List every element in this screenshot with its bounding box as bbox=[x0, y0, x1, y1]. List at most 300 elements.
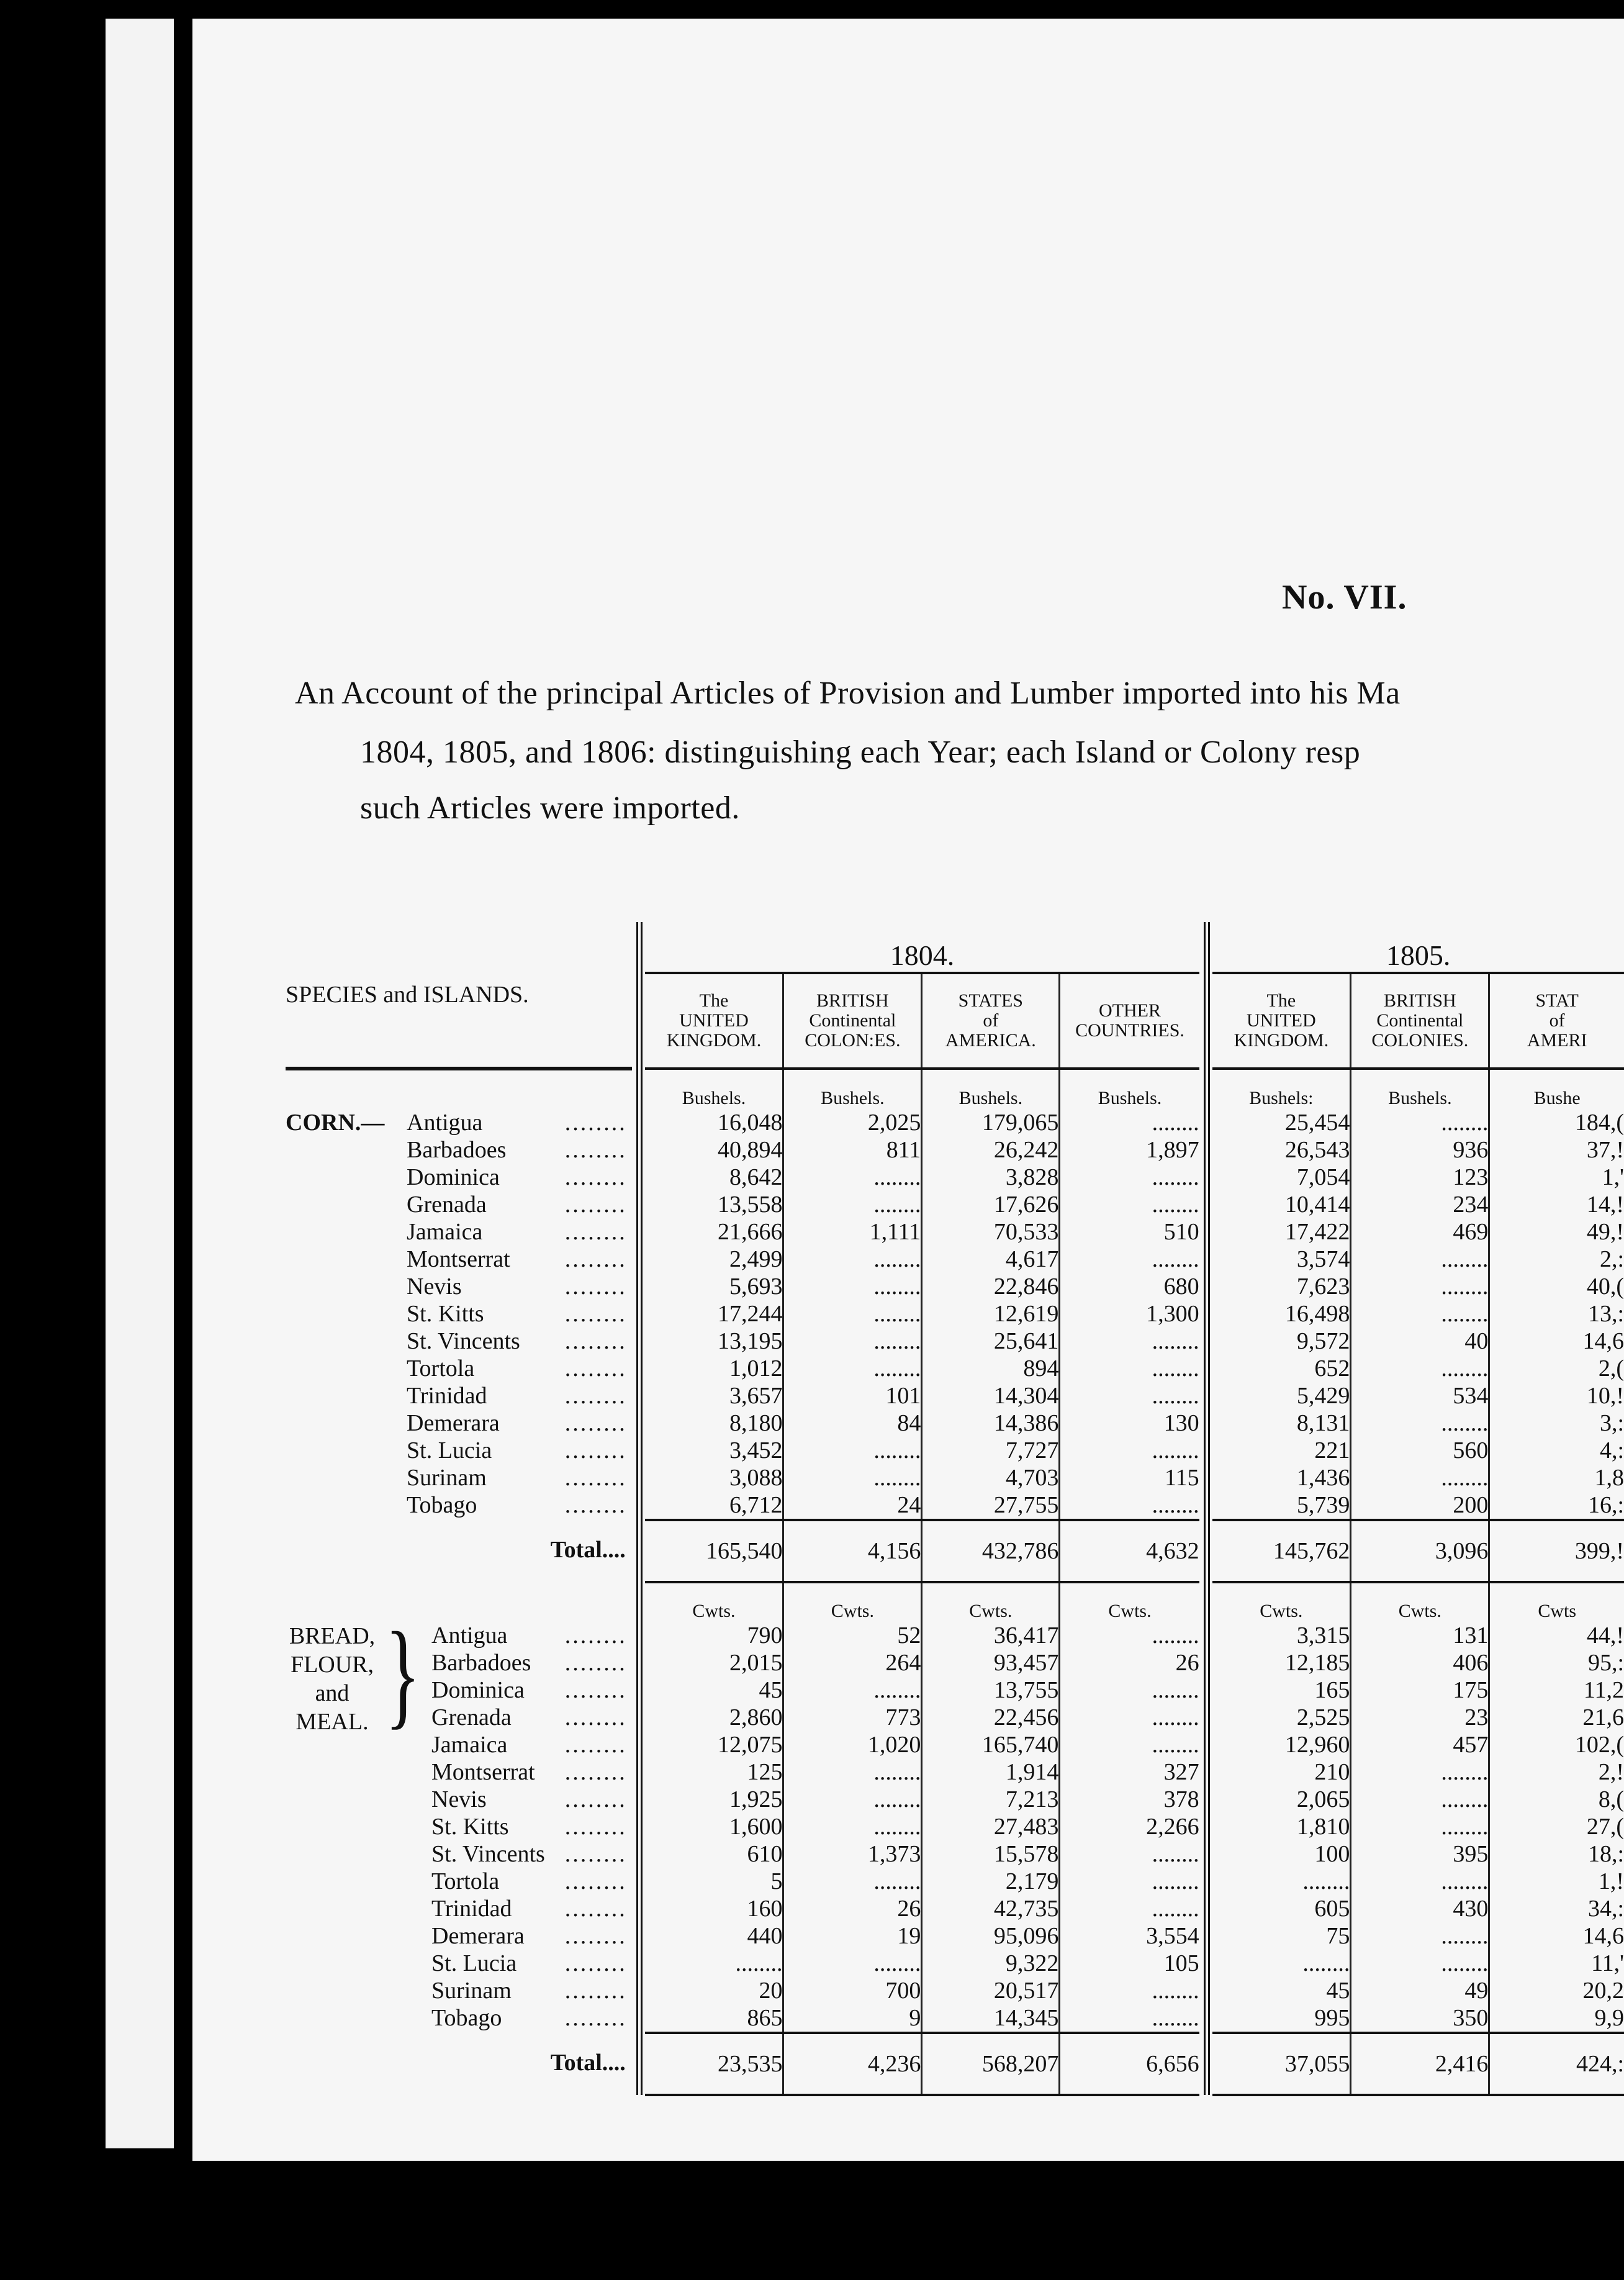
island-name: Montserrat bbox=[407, 1246, 510, 1272]
value-cell: 45 bbox=[645, 1676, 783, 1704]
island-cell bbox=[286, 1649, 632, 1676]
value-cell: ........ bbox=[783, 1355, 922, 1382]
column-divider bbox=[632, 1069, 646, 1109]
column-divider bbox=[1199, 1355, 1213, 1382]
group-label-line: BREAD, bbox=[289, 1623, 376, 1649]
year-1805: 1805. bbox=[1386, 939, 1451, 971]
value-cell: 1,8 bbox=[1594, 1465, 1624, 1491]
column-divider bbox=[632, 1437, 646, 1464]
island-name: Surinam bbox=[431, 1978, 512, 2004]
value-cell: ........ bbox=[1351, 1273, 1489, 1300]
island-name: Tobago bbox=[431, 2005, 502, 2031]
total-value: 432,786 bbox=[922, 1520, 1060, 1582]
table-row bbox=[286, 1491, 1624, 1520]
island-name: Trinidad bbox=[431, 1896, 512, 1922]
island-name: St. Kitts bbox=[431, 1814, 509, 1840]
value-cell: ........ bbox=[783, 1437, 922, 1464]
island-name: St. Vincents bbox=[407, 1328, 520, 1354]
table-row bbox=[286, 1813, 1624, 1840]
column-divider bbox=[632, 1840, 646, 1868]
column-divider bbox=[632, 1649, 646, 1676]
leader-dots: ........ bbox=[564, 1192, 627, 1218]
island-name: Trinidad bbox=[407, 1383, 487, 1409]
value-cell: 12,619 bbox=[922, 1300, 1060, 1328]
column-header-line: The bbox=[699, 990, 729, 1011]
value-cell: 2,065 bbox=[1212, 1786, 1351, 1813]
island-cell bbox=[286, 1950, 632, 1977]
total-label: Total.... bbox=[550, 1537, 626, 1563]
value-cell: 894 bbox=[922, 1355, 1060, 1382]
value-cell: 105 bbox=[1163, 1950, 1199, 1976]
column-divider bbox=[632, 1731, 646, 1758]
value-cell: 534 bbox=[1351, 1382, 1489, 1409]
value-cell: 165,740 bbox=[922, 1731, 1060, 1758]
brace-glyph: } bbox=[385, 1607, 421, 1740]
total-value: 4,632 bbox=[1060, 1520, 1199, 1582]
unit-label: Bushels. bbox=[1098, 1088, 1162, 1108]
column-divider bbox=[632, 1950, 646, 1977]
leader-dots: ........ bbox=[564, 1355, 627, 1382]
value-cell: ........ bbox=[1152, 1328, 1199, 1354]
table-row bbox=[286, 1786, 1624, 1813]
island-cell bbox=[286, 1758, 632, 1786]
leader-dots: ........ bbox=[564, 1492, 627, 1518]
value-cell: 1,600 bbox=[645, 1813, 783, 1840]
value-cell: ........ bbox=[783, 1191, 922, 1218]
value-cell: 995 bbox=[1212, 2004, 1351, 2033]
island-cell bbox=[286, 1786, 632, 1813]
unit-label: Cwts. bbox=[1212, 1582, 1351, 1622]
value-cell: 773 bbox=[783, 1704, 922, 1731]
table-row bbox=[286, 2004, 1624, 2033]
value-cell: 100 bbox=[1212, 1840, 1351, 1868]
table-row bbox=[286, 1731, 1624, 1758]
value-cell: 406 bbox=[1351, 1649, 1489, 1676]
column-divider bbox=[1199, 1491, 1213, 1520]
unit-label: Cwts. bbox=[783, 1582, 922, 1622]
group-label-line: and bbox=[315, 1680, 350, 1706]
value-cell: 5,429 bbox=[1212, 1382, 1351, 1409]
value-cell: 20,517 bbox=[922, 1977, 1060, 2004]
value-cell: 95,096 bbox=[922, 1922, 1060, 1950]
column-divider bbox=[632, 1464, 646, 1491]
title-line-1: An Account of the principal Articles of Provision and Lumber imported into his Ma bbox=[295, 676, 1401, 711]
value-cell: ........ bbox=[783, 1813, 922, 1840]
column-divider bbox=[1199, 1704, 1213, 1731]
island-name: Tortola bbox=[431, 1868, 500, 1894]
value-cell: 7,054 bbox=[1212, 1164, 1351, 1191]
column-divider bbox=[1199, 1328, 1213, 1355]
island-cell bbox=[286, 1813, 632, 1840]
value-cell: ........ bbox=[1212, 1868, 1351, 1895]
value-cell: 680 bbox=[1163, 1273, 1199, 1300]
table-row bbox=[286, 1109, 1624, 1136]
value-cell: 14,6 bbox=[1582, 1328, 1624, 1354]
column-divider bbox=[632, 1676, 646, 1704]
table-row bbox=[286, 1136, 1624, 1164]
value-cell: 45 bbox=[1212, 1977, 1351, 2004]
value-cell: 25,641 bbox=[922, 1328, 1060, 1355]
column-divider bbox=[1199, 1758, 1213, 1786]
column-divider bbox=[1199, 1868, 1213, 1895]
column-divider bbox=[632, 1191, 646, 1218]
column-divider bbox=[1199, 1136, 1213, 1164]
value-cell: 5 bbox=[645, 1868, 783, 1895]
table-row bbox=[286, 1977, 1624, 2004]
value-cell: ........ bbox=[1152, 1437, 1199, 1463]
value-cell: 13,558 bbox=[645, 1191, 783, 1218]
value-cell: 14,304 bbox=[922, 1382, 1060, 1409]
unit-label: Cwts. bbox=[645, 1582, 783, 1622]
value-cell: 2,( bbox=[1598, 1355, 1624, 1382]
value-cell: ........ bbox=[1351, 1813, 1489, 1840]
value-cell: ........ bbox=[1351, 1786, 1489, 1813]
column-header-line: AMERICA. bbox=[945, 1030, 1036, 1051]
value-cell: 221 bbox=[1212, 1437, 1351, 1464]
value-cell: ........ bbox=[1152, 1622, 1199, 1649]
document-page bbox=[192, 19, 1624, 2161]
leader-dots: ........ bbox=[564, 1383, 627, 1409]
value-cell: 440 bbox=[645, 1922, 783, 1950]
table-row bbox=[286, 1464, 1624, 1491]
value-cell: 210 bbox=[1212, 1758, 1351, 1786]
value-cell: 21,6 bbox=[1582, 1704, 1624, 1730]
value-cell: 9,9 bbox=[1594, 2005, 1624, 2031]
total-value: 23,535 bbox=[645, 2033, 783, 2095]
island-cell bbox=[286, 1409, 632, 1437]
value-cell: 49,! bbox=[1586, 1219, 1624, 1245]
island-cell bbox=[286, 1136, 632, 1164]
value-cell: 700 bbox=[783, 1977, 922, 2004]
value-cell: 14,386 bbox=[922, 1409, 1060, 1437]
value-cell: ........ bbox=[1152, 1868, 1199, 1894]
island-name: St. Kitts bbox=[407, 1301, 484, 1327]
island-name: Jamaica bbox=[407, 1219, 483, 1245]
value-cell: 14,6 bbox=[1582, 1923, 1624, 1949]
value-cell: ........ bbox=[1152, 1978, 1199, 2004]
column-header-line: STAT bbox=[1535, 990, 1579, 1011]
value-cell: 3,657 bbox=[645, 1382, 783, 1409]
column-divider bbox=[632, 1977, 646, 2004]
value-cell: ........ bbox=[1152, 1896, 1199, 1922]
value-cell: 20,2 bbox=[1582, 1978, 1624, 2004]
value-cell: 1,300 bbox=[1146, 1301, 1199, 1327]
island-cell bbox=[286, 1273, 632, 1300]
island-name: Jamaica bbox=[431, 1732, 508, 1758]
value-cell: 14,! bbox=[1586, 1192, 1624, 1218]
column-divider bbox=[1199, 2004, 1213, 2033]
value-cell: 234 bbox=[1351, 1191, 1489, 1218]
value-cell: 1,373 bbox=[783, 1840, 922, 1868]
column-header-line: STATES bbox=[958, 990, 1023, 1011]
table-row bbox=[286, 1382, 1624, 1409]
column-header bbox=[1351, 973, 1489, 1069]
value-cell: 10,! bbox=[1586, 1383, 1624, 1409]
total-value: 399,! bbox=[1489, 1520, 1624, 1582]
value-cell: 8,( bbox=[1598, 1786, 1624, 1812]
value-cell: 27,483 bbox=[922, 1813, 1060, 1840]
value-cell: 652 bbox=[1212, 1355, 1351, 1382]
value-cell: 2,025 bbox=[783, 1109, 922, 1136]
column-header bbox=[1489, 973, 1624, 1069]
column-divider bbox=[1199, 1582, 1213, 1622]
value-cell: ........ bbox=[1152, 1164, 1199, 1190]
value-cell: 811 bbox=[783, 1136, 922, 1164]
column-divider bbox=[632, 1273, 646, 1300]
column-header bbox=[1060, 973, 1199, 1069]
total-value: 2,416 bbox=[1351, 2033, 1489, 2095]
value-cell: ........ bbox=[783, 1758, 922, 1786]
column-divider bbox=[1199, 1464, 1213, 1491]
leader-dots: ........ bbox=[564, 1465, 627, 1491]
value-cell: 125 bbox=[645, 1758, 783, 1786]
value-cell: 9,572 bbox=[1212, 1328, 1351, 1355]
island-name: St. Vincents bbox=[431, 1841, 545, 1867]
value-cell: 7,727 bbox=[922, 1437, 1060, 1464]
leader-dots: ........ bbox=[564, 1786, 627, 1812]
value-cell: ........ bbox=[1351, 1355, 1489, 1382]
value-cell: 560 bbox=[1351, 1437, 1489, 1464]
column-header-line: of bbox=[1549, 1010, 1565, 1031]
column-divider bbox=[632, 1164, 646, 1191]
column-divider bbox=[1199, 1649, 1213, 1676]
island-cell bbox=[286, 1246, 632, 1273]
island-cell bbox=[286, 1109, 632, 1136]
value-cell: ........ bbox=[1152, 1192, 1199, 1218]
island-name: Tortola bbox=[407, 1355, 475, 1382]
value-cell: 10,414 bbox=[1212, 1191, 1351, 1218]
column-divider bbox=[632, 2033, 646, 2095]
leader-dots: ........ bbox=[564, 1650, 627, 1676]
island-cell bbox=[286, 1704, 632, 1731]
total-value: 145,762 bbox=[1212, 1520, 1351, 1582]
leader-dots: ........ bbox=[564, 2005, 627, 2031]
value-cell: ........ bbox=[1152, 1383, 1199, 1409]
page-number-heading: No. VII. bbox=[1282, 578, 1407, 617]
title-line-2: 1804, 1805, and 1806: distinguishing each Year; each Island or Colony resp bbox=[360, 735, 1361, 770]
column-divider bbox=[1199, 1676, 1213, 1704]
value-cell: 24 bbox=[783, 1491, 922, 1520]
unit-label: Bushels: bbox=[1212, 1069, 1351, 1109]
value-cell: 14,345 bbox=[922, 2004, 1060, 2033]
column-divider bbox=[1199, 1069, 1213, 1109]
leader-dots: ........ bbox=[564, 1219, 627, 1245]
leader-dots: ........ bbox=[564, 1437, 627, 1463]
value-cell: 26 bbox=[1175, 1650, 1199, 1676]
island-cell bbox=[286, 1218, 632, 1246]
scan-border-left bbox=[0, 0, 106, 2280]
total-value: 165,540 bbox=[645, 1520, 783, 1582]
island-name: Demerara bbox=[407, 1410, 500, 1436]
value-cell: 175 bbox=[1351, 1676, 1489, 1704]
column-divider bbox=[632, 1109, 646, 1136]
column-header-line: Continental bbox=[809, 1010, 896, 1031]
value-cell: 1,810 bbox=[1212, 1813, 1351, 1840]
value-cell: 95,: bbox=[1587, 1650, 1624, 1676]
column-header-line: UNITED bbox=[1247, 1010, 1316, 1031]
column-divider bbox=[1199, 1164, 1213, 1191]
island-name: St. Lucia bbox=[407, 1437, 492, 1463]
table-row bbox=[286, 1649, 1624, 1676]
island-name: Demerara bbox=[431, 1923, 525, 1949]
value-cell: 4,: bbox=[1599, 1437, 1624, 1463]
value-cell: 13,755 bbox=[922, 1676, 1060, 1704]
value-cell: 131 bbox=[1351, 1622, 1489, 1649]
total-value: 424,: bbox=[1489, 2033, 1624, 2095]
value-cell: 1,897 bbox=[1146, 1137, 1199, 1163]
value-cell: 17,244 bbox=[645, 1300, 783, 1328]
value-cell: 12,960 bbox=[1212, 1731, 1351, 1758]
column-header-line: OTHER bbox=[1099, 1000, 1161, 1021]
value-cell: 469 bbox=[1351, 1218, 1489, 1246]
value-cell: 9,322 bbox=[922, 1950, 1060, 1977]
table-row bbox=[286, 1218, 1624, 1246]
column-divider bbox=[1199, 1520, 1213, 1582]
column-divider bbox=[632, 1622, 646, 1649]
value-cell: 27,( bbox=[1586, 1814, 1624, 1840]
value-cell: 9 bbox=[783, 2004, 922, 2033]
table-row bbox=[286, 1758, 1624, 1786]
unit-label: Bushels. bbox=[1351, 1069, 1489, 1109]
island-cell bbox=[286, 1464, 632, 1491]
island-name: Montserrat bbox=[431, 1759, 535, 1785]
value-cell: 6,712 bbox=[645, 1491, 783, 1520]
value-cell: 1,012 bbox=[645, 1355, 783, 1382]
column-divider bbox=[632, 1382, 646, 1409]
total-row bbox=[286, 1520, 1624, 1582]
unit-label: Cwts. bbox=[1351, 1582, 1489, 1622]
column-divider bbox=[1199, 1109, 1213, 1136]
island-cell bbox=[286, 1491, 632, 1520]
column-divider bbox=[1199, 1950, 1213, 1977]
column-divider bbox=[632, 1491, 646, 1520]
column-divider bbox=[632, 1895, 646, 1922]
title-line-3: such Articles were imported. bbox=[360, 790, 740, 826]
value-cell: 7,623 bbox=[1212, 1273, 1351, 1300]
leader-dots: ........ bbox=[564, 1273, 627, 1300]
island-cell bbox=[286, 1300, 632, 1328]
value-cell: 102,( bbox=[1574, 1732, 1624, 1758]
value-cell: 16,: bbox=[1587, 1492, 1624, 1518]
value-cell: 350 bbox=[1351, 2004, 1489, 2033]
table-row bbox=[286, 1437, 1624, 1464]
value-cell: 37,! bbox=[1586, 1137, 1624, 1163]
leader-dots: ........ bbox=[564, 1328, 627, 1354]
column-header-line: BRITISH bbox=[816, 990, 889, 1011]
value-cell: 200 bbox=[1351, 1491, 1489, 1520]
island-cell bbox=[286, 1977, 632, 2004]
column-header-line: BRITISH bbox=[1384, 990, 1456, 1011]
leader-dots: ........ bbox=[564, 1704, 627, 1730]
value-cell: ........ bbox=[1152, 1110, 1199, 1136]
table-row bbox=[286, 1191, 1624, 1218]
value-cell: 26,242 bbox=[922, 1136, 1060, 1164]
value-cell: ........ bbox=[1351, 1922, 1489, 1950]
value-cell: 264 bbox=[783, 1649, 922, 1676]
units-spacer bbox=[286, 1582, 632, 1622]
value-cell: 130 bbox=[1163, 1410, 1199, 1436]
column-divider bbox=[632, 2004, 646, 2033]
leader-dots: ........ bbox=[564, 1732, 627, 1758]
total-value: 6,656 bbox=[1060, 2033, 1199, 2095]
value-cell: 1,925 bbox=[645, 1786, 783, 1813]
column-divider bbox=[1199, 1977, 1213, 2004]
value-cell: ........ bbox=[783, 1246, 922, 1273]
value-cell: 5,693 bbox=[645, 1273, 783, 1300]
island-cell bbox=[286, 1731, 632, 1758]
column-divider bbox=[1199, 1409, 1213, 1437]
value-cell: ........ bbox=[1152, 1677, 1199, 1703]
table-row bbox=[286, 1622, 1624, 1649]
column-divider bbox=[1199, 1786, 1213, 1813]
table-row bbox=[286, 1300, 1624, 1328]
column-divider bbox=[1199, 1218, 1213, 1246]
value-cell: 8,642 bbox=[645, 1164, 783, 1191]
table-row bbox=[286, 1868, 1624, 1895]
binding-gutter bbox=[174, 0, 192, 2280]
value-cell: ........ bbox=[1351, 1950, 1489, 1977]
column-divider bbox=[632, 1868, 646, 1895]
table-row bbox=[286, 1895, 1624, 1922]
column-divider bbox=[1199, 1273, 1213, 1300]
column-header-line: AMERI bbox=[1527, 1030, 1587, 1051]
value-cell: 26 bbox=[783, 1895, 922, 1922]
island-cell bbox=[286, 1676, 632, 1704]
value-cell: 49 bbox=[1351, 1977, 1489, 2004]
table-row bbox=[286, 1164, 1624, 1191]
value-cell: ........ bbox=[1351, 1409, 1489, 1437]
leader-dots: ........ bbox=[564, 1301, 627, 1327]
island-cell bbox=[286, 1191, 632, 1218]
value-cell: 13,: bbox=[1587, 1301, 1624, 1327]
value-cell: 1,111 bbox=[783, 1218, 922, 1246]
value-cell: ........ bbox=[783, 1786, 922, 1813]
column-divider bbox=[632, 1218, 646, 1246]
column-divider bbox=[632, 973, 646, 1069]
value-cell: 12,075 bbox=[645, 1731, 783, 1758]
value-cell: 2,015 bbox=[645, 1649, 783, 1676]
value-cell: 430 bbox=[1351, 1895, 1489, 1922]
value-cell: 11,' bbox=[1591, 1950, 1624, 1976]
value-cell: 165 bbox=[1212, 1676, 1351, 1704]
column-divider bbox=[1199, 1840, 1213, 1868]
value-cell: ........ bbox=[783, 1328, 922, 1355]
value-cell: 1,! bbox=[1598, 1868, 1624, 1894]
value-cell: 22,846 bbox=[922, 1273, 1060, 1300]
table-row bbox=[286, 1273, 1624, 1300]
value-cell: ........ bbox=[783, 1300, 922, 1328]
unit-label: Bushels. bbox=[922, 1069, 1060, 1109]
value-cell: 790 bbox=[645, 1622, 783, 1649]
column-divider bbox=[1199, 1382, 1213, 1409]
value-cell: 605 bbox=[1212, 1895, 1351, 1922]
value-cell: ........ bbox=[1351, 1758, 1489, 1786]
value-cell: 2,499 bbox=[645, 1246, 783, 1273]
column-header bbox=[922, 973, 1060, 1069]
leader-dots: ........ bbox=[564, 1759, 627, 1785]
leader-dots: ........ bbox=[564, 1137, 627, 1163]
value-cell: 3,088 bbox=[645, 1464, 783, 1491]
value-cell: 3,828 bbox=[922, 1164, 1060, 1191]
table-row bbox=[286, 1840, 1624, 1868]
value-cell: 457 bbox=[1351, 1731, 1489, 1758]
value-cell: 179,065 bbox=[922, 1109, 1060, 1136]
column-divider bbox=[1199, 2033, 1213, 2095]
table-row bbox=[286, 1355, 1624, 1382]
value-cell: 12,185 bbox=[1212, 1649, 1351, 1676]
leader-dots: ........ bbox=[564, 1110, 627, 1136]
island-name: Surinam bbox=[407, 1465, 487, 1491]
